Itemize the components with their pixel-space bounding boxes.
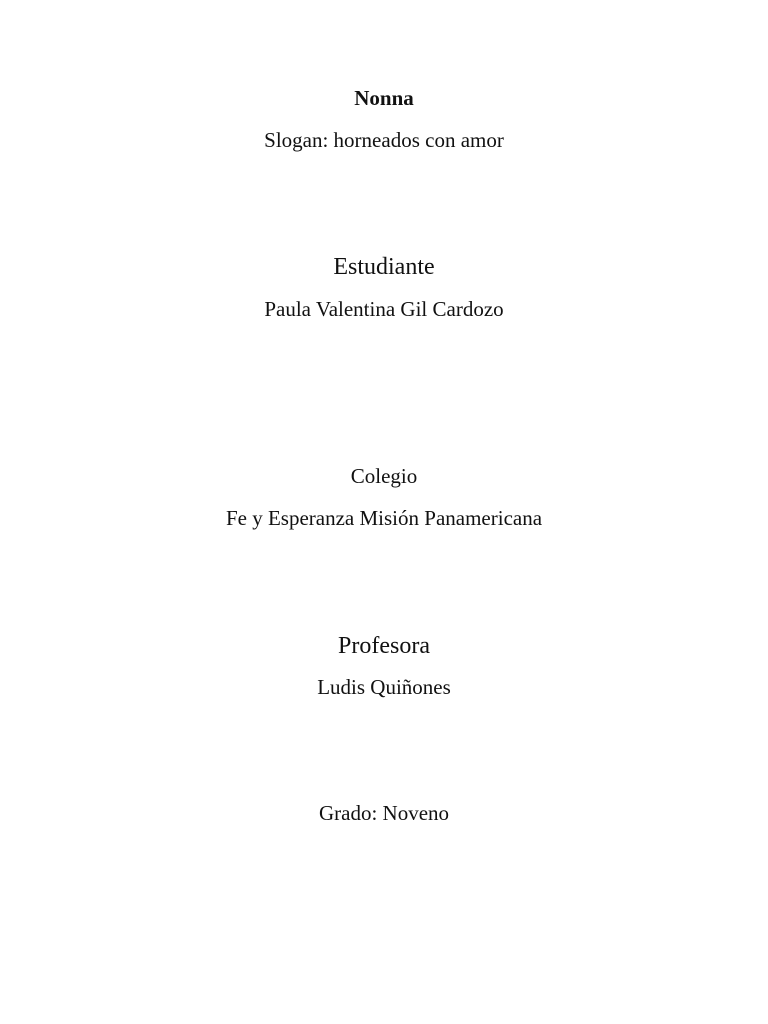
brand-title: Nonna	[354, 86, 414, 110]
teacher-name: Ludis Quiñones	[317, 675, 451, 699]
grade-text: Grado: Noveno	[318, 801, 450, 825]
student-name: Paula Valentina Gil Cardozo	[264, 297, 504, 321]
school-name: Fe y Esperanza Misión Panamericana	[225, 506, 543, 530]
teacher-heading: Profesora	[338, 633, 430, 659]
school-heading: Colegio	[350, 464, 418, 488]
slogan-text: Slogan: horneados con amor	[264, 128, 504, 152]
student-heading: Estudiante	[333, 254, 435, 280]
